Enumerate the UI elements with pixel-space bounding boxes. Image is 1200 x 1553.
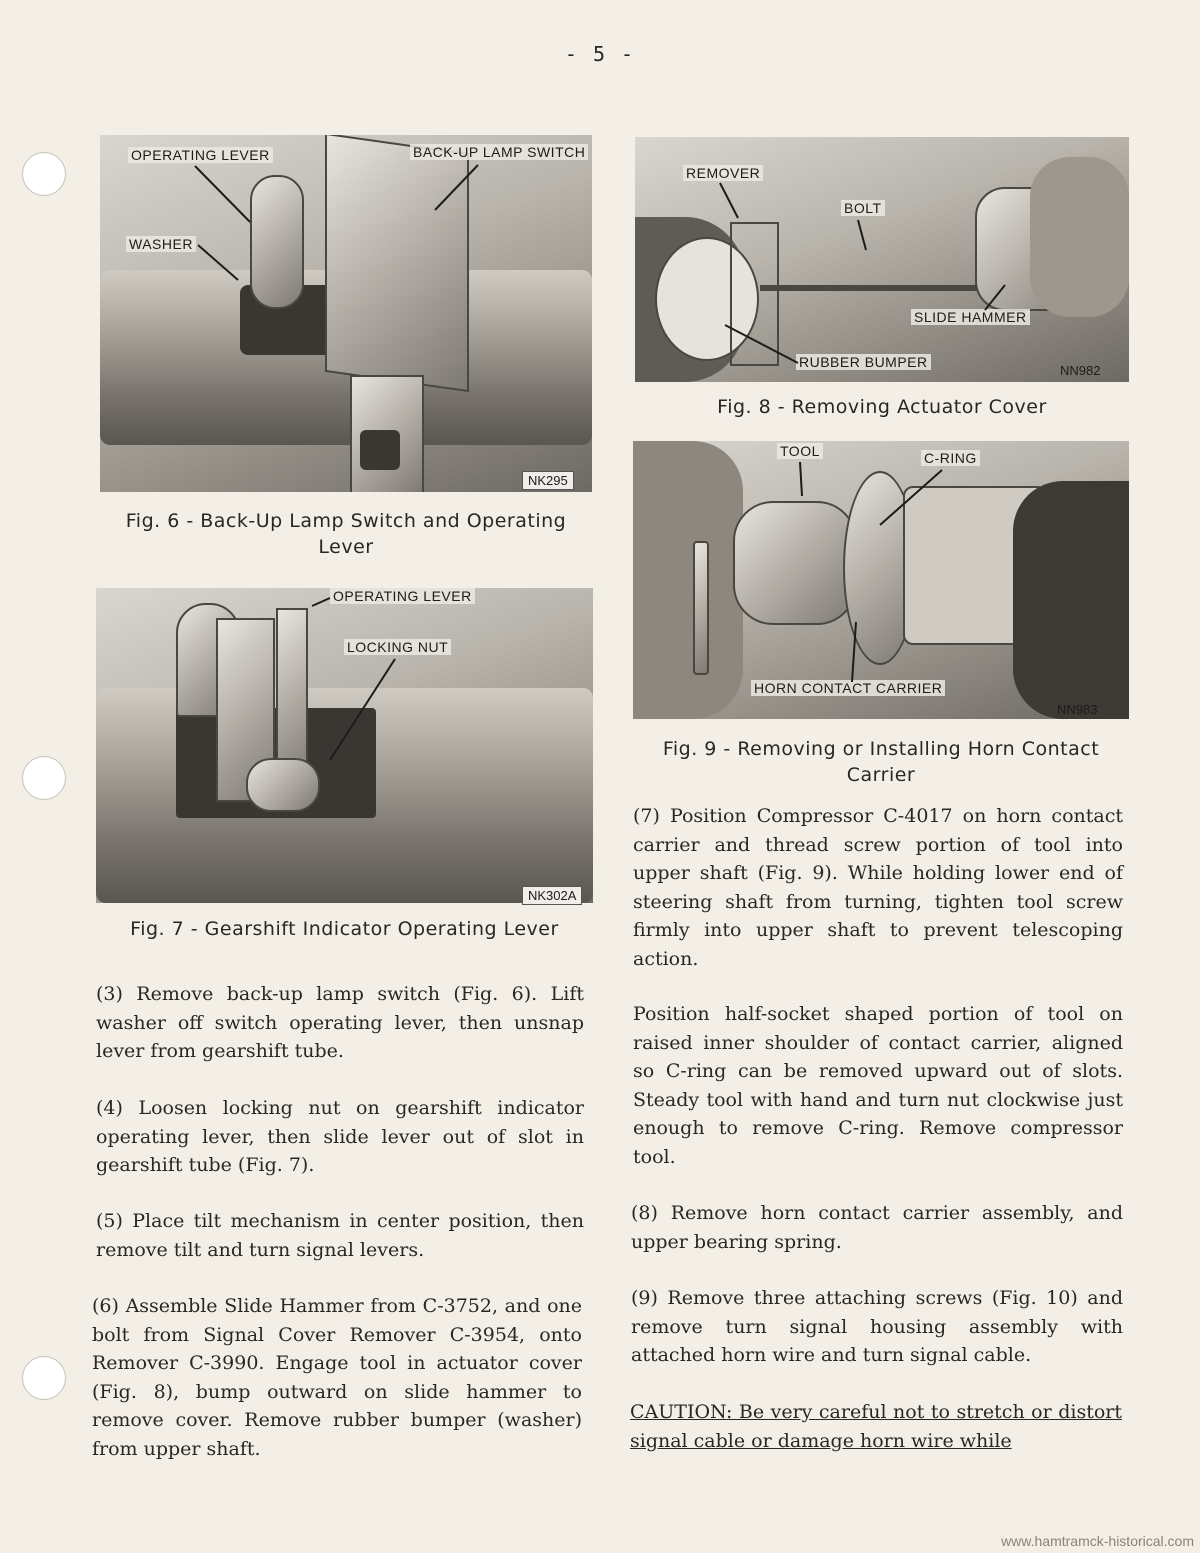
fig8-label-slide-hammer: SLIDE HAMMER: [911, 309, 1030, 325]
fig7-caption: Fig. 7 - Gearshift Indicator Operating Lever: [130, 918, 559, 940]
fig6-label-backup-lamp-switch: BACK-UP LAMP SWITCH: [410, 144, 588, 160]
fig8-label-remover: REMOVER: [683, 165, 763, 181]
paragraph-step-3: (3) Remove back-up lamp switch (Fig. 6). Lift washer off switch operating lever, then unsnap lever from gearshift tube.: [96, 983, 584, 1062]
fig9-code: NN983: [1057, 702, 1098, 717]
fig6-label-washer: WASHER: [126, 236, 196, 252]
paragraph-step-6: (6) Assemble Slide Hammer from C-3752, and one bolt from Signal Cover Remover C-3954, onto Remover C-3990. Engage tool in actuator cover (Fig. 8), bump outward on slide hammer to remove cover. Remove rubber bumper (washer) from upper shaft.: [92, 1295, 582, 1460]
fig6-label-operating-lever: OPERATING LEVER: [128, 147, 273, 163]
fig8-label-rubber-bumper: RUBBER BUMPER: [796, 354, 931, 370]
fig6-caption: Fig. 6 - Back-Up Lamp Switch and Operating Lever: [125, 510, 567, 558]
watermark: www.hamtramck-historical.com: [1001, 1533, 1194, 1549]
fig9-caption: Fig. 9 - Removing or Installing Horn Contact Carrier: [662, 738, 1100, 786]
paragraph-step-7: (7) Position Compressor C-4017 on horn contact carrier and thread screw portion of tool into upper shaft (Fig. 9). While holding lower end of steering shaft from turning, tighten tool screw firmly into upper shaft to prevent telescoping action.: [633, 805, 1123, 970]
paragraph-step-4: (4) Loosen locking nut on gearshift indicator operating lever, then slide lever out of slot in gearshift tube (Fig. 7).: [96, 1097, 584, 1176]
fig8-label-bolt: BOLT: [841, 200, 885, 216]
page-number: - 5 -: [564, 42, 636, 66]
paragraph-step-5: (5) Place tilt mechanism in center position, then remove tilt and turn signal levers.: [96, 1210, 584, 1261]
paragraph-step-7-continued: Position half-socket shaped portion of tool on raised inner shoulder of contact carrier, aligned so C-ring can be removed upward out of slots. Steady tool with hand and turn nut clockwise just enough to remove C-ring. Remove compressor tool.: [633, 1003, 1123, 1168]
fig9-label-tool: TOOL: [777, 443, 823, 459]
fig7-label-operating-lever: OPERATING LEVER: [330, 588, 475, 604]
fig9-label-c-ring: C-RING: [921, 450, 980, 466]
fig6-code: NK295: [522, 471, 574, 490]
caution-note: CAUTION: Be very careful not to stretch or distort signal cable or damage horn wire while: [630, 1401, 1122, 1452]
paragraph-step-8: (8) Remove horn contact carrier assembly, and upper bearing spring.: [631, 1202, 1123, 1253]
fig7-label-locking-nut: LOCKING NUT: [344, 639, 451, 655]
paragraph-step-9: (9) Remove three attaching screws (Fig. 10) and remove turn signal housing assembly with attached horn wire and turn signal cable.: [631, 1287, 1123, 1366]
fig8-caption: Fig. 8 - Removing Actuator Cover: [717, 396, 1047, 418]
fig8-code: NN982: [1060, 363, 1101, 378]
fig9-label-horn-contact-carrier: HORN CONTACT CARRIER: [751, 680, 945, 696]
fig7-code: NK302A: [522, 886, 582, 905]
